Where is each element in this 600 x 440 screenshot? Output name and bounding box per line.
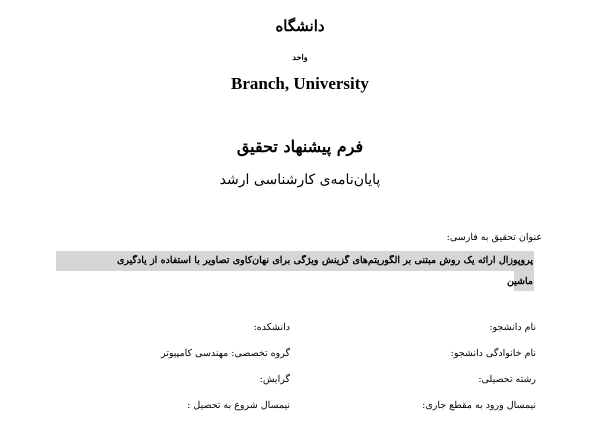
branch-university-name: Branch, University bbox=[231, 74, 369, 93]
student-name-label: نام دانشجو: bbox=[489, 322, 536, 333]
major-label: رشته تحصیلی: bbox=[478, 374, 536, 385]
research-title-label: عنوان تحقیق به فارسی: bbox=[446, 232, 542, 243]
faculty-label: دانشکده: bbox=[253, 322, 290, 333]
student-name-field bbox=[483, 322, 536, 333]
thesis-type: پایان‌نامه‌ی کارشناسی ارشد bbox=[219, 172, 381, 188]
university-name: دانشگاه bbox=[275, 17, 325, 35]
form-title: فرم پیشنهاد تحقیق bbox=[236, 137, 364, 156]
major-field bbox=[472, 374, 536, 385]
student-family-label: نام خانوادگی دانشجو: bbox=[450, 348, 536, 359]
research-title-line-2: ماشین bbox=[506, 276, 533, 287]
faculty-field bbox=[248, 322, 290, 333]
entry-semester-field bbox=[416, 400, 536, 411]
orientation-field bbox=[254, 374, 290, 385]
research-title-line-1: پروپوزال ارائه یک روش مبتنی بر الگوریتم‌های گزینش ویژگی برای نهان‌کاوی تصاویر با استفاده از یادگیری bbox=[116, 255, 533, 266]
department-label: گروه تخصصی: bbox=[231, 348, 290, 359]
entry-semester-label: نیمسال ورود به مقطع جاری: bbox=[422, 400, 536, 411]
department-field bbox=[161, 348, 290, 359]
student-family-field bbox=[445, 348, 536, 359]
start-semester-label: نیمسال شروع به تحصیل : bbox=[187, 400, 290, 411]
orientation-label: گرایش: bbox=[259, 374, 290, 385]
unit-label: واحد bbox=[292, 52, 308, 62]
department-value: مهندسی کامپیوتر bbox=[160, 348, 229, 359]
start-semester-field bbox=[181, 400, 290, 411]
